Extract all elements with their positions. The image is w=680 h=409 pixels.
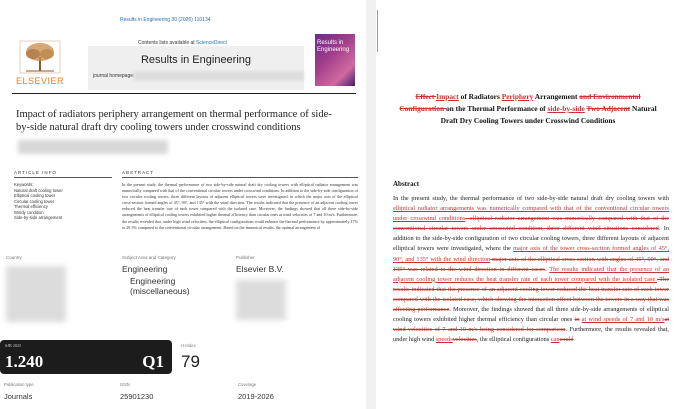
- abstract-text: .: [544, 265, 550, 273]
- contents-prefix: Contents lists available at: [138, 40, 197, 46]
- abstract-text: In the present study, the thermal performance of two side-by-side natural draft dry cooling towers with: [393, 195, 669, 202]
- h-index-value: 79: [181, 352, 200, 371]
- inserted-text: Periphery: [501, 92, 534, 101]
- h-index-card[interactable]: [176, 340, 276, 374]
- deleted-text: and Environmental Configuration: [399, 92, 641, 113]
- abstract-rule: [122, 177, 358, 178]
- keyword-item: Side-by-side arrangement: [14, 215, 63, 220]
- keyword-item: Windy condition: [14, 209, 44, 215]
- deleted-text: Two Adjacent: [586, 104, 631, 113]
- keyword-item: Elliptical cooling tower: [14, 193, 56, 198]
- page-margin-line: [377, 10, 378, 52]
- publisher-card[interactable]: [230, 250, 352, 342]
- abstract-heading: ABSTRACT: [122, 170, 155, 175]
- deleted-text: at wind velocities of 7 and 10 m/s being considered for comparison: [393, 316, 669, 334]
- issn-label: ISSN: [120, 382, 130, 387]
- elsevier-wordmark: ELSEVIER: [15, 76, 65, 86]
- deleted-text: . elliptical radiator arrangement was numerically compared with that of the conventional circular towers under crosswind condition, three different wind situations considered: [393, 215, 669, 233]
- redacted-authors: [18, 140, 168, 154]
- sjr-value: 1.240: [5, 352, 44, 371]
- abstract-text: , the elliptical configurations: [476, 336, 551, 344]
- abstract-text: . Moreover, the findings showed that all three side-by-side arrangements of elliptical cooling towers exhibited higher thermal efficiency than circular ones: [393, 306, 669, 324]
- journal-homepage-label: journal homepage:: [93, 73, 135, 79]
- h-index-label: H-Index: [181, 343, 196, 348]
- issn-value: 25901230: [120, 392, 154, 401]
- sjr-card[interactable]: [0, 340, 172, 374]
- keywords-heading: Keywords:: [14, 182, 34, 187]
- subject-area-card[interactable]: [116, 250, 226, 342]
- sjr-label: SJR 2025: [5, 343, 22, 348]
- keyword-item: Natural draft cooling tower: [14, 187, 63, 193]
- inserted-text: speeds: [435, 336, 453, 344]
- inserted-text: elliptical radiator arrangements was numerically compared with that of the conventional circular towers under crosswind conditions: [393, 205, 669, 223]
- publisher-value[interactable]: Elsevier B.V.: [236, 264, 284, 274]
- article-info-heading: ARTICLE INFO: [14, 170, 57, 175]
- manuscript-abstract-heading: Abstract: [393, 180, 420, 188]
- title-text: Arrangement: [533, 92, 580, 101]
- subject-category-value[interactable]: Engineering (miscellaneous): [130, 276, 190, 296]
- sciencedirect-link[interactable]: ScienceDirect: [196, 40, 227, 46]
- inserted-text: can: [550, 336, 560, 344]
- journal-meta-strip: [0, 378, 366, 409]
- redacted-publisher-logo: [236, 280, 286, 320]
- deleted-text: velocities: [452, 336, 477, 344]
- abstract-body: In the present study, the thermal performance of two side-by-side natural draft dry cooling towers with elliptical radiator arrangement was numerically compared with that of the conventional circular towers under crosswind conditions. In addition to the side-by-side configuration of two circular cooling towers, three different layouts of adjacent elliptical towers were investigated, in which the major axis of the elliptical cross-section formed angles of 45°, 90°, and 135° with the wind direction. The results indicated that the presence of an adjacent cooling tower reduced the heat transfer rate of each tower compared with the isolated case. Moreover, the findings showed that all three side-by-side arrangements of elliptical cooling towers exhibited higher thermal efficiency than circular ones at wind velocities of 7 and 10 m/s. Furthermore, the results revealed that, under high wind velocities, the elliptical configurations could enhance the thermal performance by approximately 17% to 29.5% compared to the conventional circular arrangement. Based on the numerical results, the optimal arrangement of: [122, 182, 358, 230]
- abstract-text: . Furthermore, the results revealed that, under high wind: [393, 326, 669, 344]
- quartile-badge: Q1: [142, 352, 164, 371]
- title-text: on the Thermal Performance of: [445, 104, 548, 113]
- publication-type-value: Journals: [4, 392, 33, 401]
- coverage-value: 2019-2026: [238, 392, 274, 401]
- coverage-label: Coverage: [238, 382, 257, 387]
- inserted-text: major axis of the tower cross-section formed angles of 45°, 90°, and 135° with the wind direction: [393, 245, 669, 263]
- country-label: Country: [6, 255, 22, 260]
- deleted-text: The results indicated that the presence of an adjacent cooling tower reduced the heat transfer rate of each tower compared with the isolated case, which showing the interaction effect between the towers in a way that was affecting performance: [393, 275, 669, 314]
- publisher-label: Publisher: [236, 255, 255, 260]
- journal-title: Results in Engineering: [140, 54, 252, 66]
- publication-type-label: Publication type: [4, 382, 34, 387]
- subject-area-label: Subject Area and Category: [122, 255, 176, 260]
- manuscript-abstract-body: [393, 194, 669, 345]
- redacted-country-flag: [6, 266, 66, 322]
- header-divider: [12, 93, 356, 94]
- elsevier-tree-logo: [12, 39, 68, 75]
- deleted-text: Effect: [415, 92, 437, 101]
- inserted-text: Impact: [436, 92, 459, 101]
- keyword-item: Circular cooling tower: [14, 198, 55, 204]
- doi-line[interactable]: Results in Engineering 30 (2026) 110134: [120, 17, 211, 23]
- deleted-text: major axis of the elliptical cross-section with angles of 45°, 90°, and 135° was related to the wind direction in different cases: [393, 255, 669, 273]
- title-text: of Radiators: [458, 92, 502, 101]
- contents-line: [138, 40, 227, 46]
- keyword-item: Thermal efficiency: [14, 204, 48, 209]
- redacted-homepage-url: [134, 71, 304, 81]
- keyword-list: [14, 182, 63, 221]
- inserted-text: at wind speeds of 7 and 10 m/s: [581, 316, 665, 324]
- country-card[interactable]: [0, 250, 112, 342]
- inserted-text: The results indicated that the presence of an adjacent cooling tower reduces the heat transfer rate of each tower compared with the isolated case.: [393, 265, 669, 283]
- deleted-text: in: [574, 316, 580, 324]
- abstract-text: . In addition to the side-by-side configuration of two circular cooling towers, three different layouts of adjacent elliptical towers were investigated, where the: [393, 225, 669, 253]
- journal-cover-title: Results in Engineering: [317, 40, 350, 53]
- inserted-text: side-by-side: [547, 104, 585, 113]
- article-info-rule: [14, 177, 112, 178]
- journal-header-band: [88, 46, 304, 90]
- article-title: Impact of radiators periphery arrangement on thermal performance of side-by-side natural draft dry cooling towers under crosswind conditions: [16, 109, 332, 133]
- deleted-text: could: [559, 336, 574, 344]
- subject-area-value[interactable]: Engineering: [122, 264, 168, 274]
- manuscript-title: [394, 91, 662, 127]
- title-text: Natural Draft Dry Cooling Towers under Crosswind Conditions: [440, 104, 657, 125]
